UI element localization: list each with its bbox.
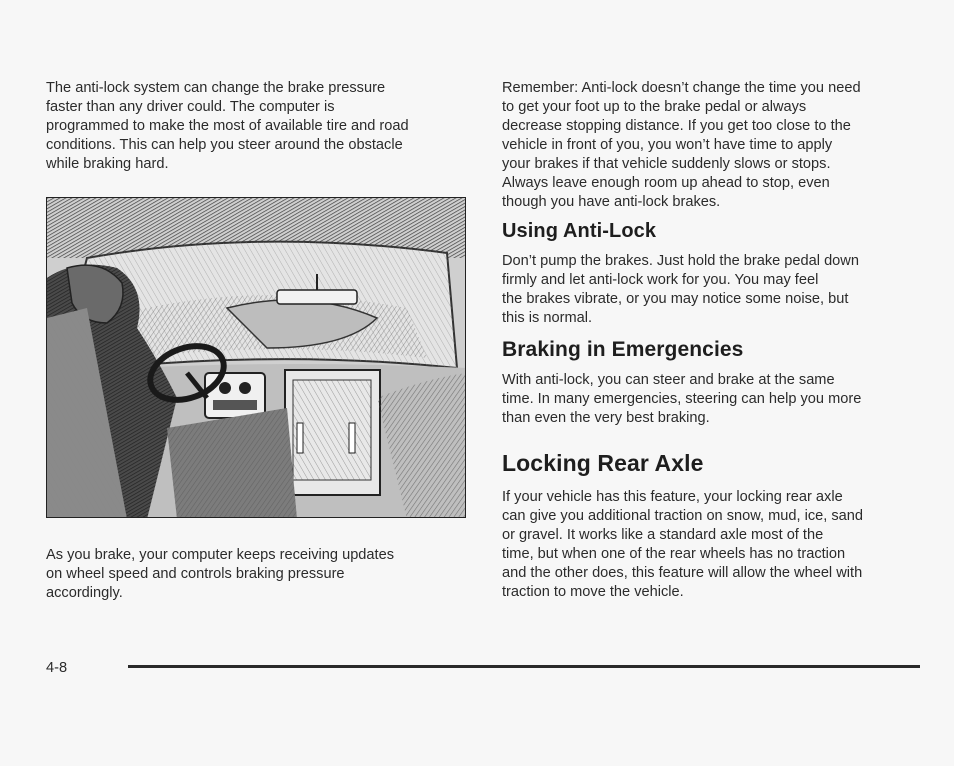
left-bottom-text xyxy=(46,546,476,603)
remember-paragraph: Remember: Anti-lock doesn’t change the time you need to get your foot up to the brake pedal or always decrease stopping distance. If you get too close to the vehicle in front of you, you won’t have time to apply your brakes if that vehicle suddenly slows or stops. Always leave enough room up ahead to stop, even though you have anti-lock brakes. xyxy=(502,80,861,210)
footer-rule xyxy=(128,665,920,668)
illustration-svg xyxy=(47,198,466,518)
right-column xyxy=(502,79,927,212)
after-image-paragraph: As you brake, your computer keeps receiving updates on wheel speed and controls braking pressure accordingly. xyxy=(46,547,395,601)
driver-braking-illustration xyxy=(46,197,466,518)
using-anti-lock-paragraph: Don’t pump the brakes. Just hold the brake pedal down firmly and let anti-lock work for you. You may feel the brakes vibrate, or you may notice some noise, but this is normal. xyxy=(502,253,859,326)
left-column xyxy=(46,79,476,174)
using-anti-lock-heading: Using Anti-Lock xyxy=(502,220,657,242)
locking-rear-axle-heading: Locking Rear Axle xyxy=(502,450,704,476)
page-number: 4-8 xyxy=(46,660,68,676)
locking-rear-axle-paragraph: If your vehicle has this feature, your locking rear axle can give you additional traction on snow, mud, ice, sand or gravel. It works like a standard axle most of the time, but when one of the rear wheels has no traction and the other does, this feature will allow the wheel with traction to move the vehicle. xyxy=(502,489,864,600)
braking-emergencies-paragraph: With anti-lock, you can steer and brake at the same time. In many emergencies, steering can help you more than even the very best braking. xyxy=(502,372,862,426)
braking-emergencies-heading: Braking in Emergencies xyxy=(502,338,744,361)
intro-paragraph: The anti-lock system can change the brake pressure faster than any driver could. The computer is programmed to make the most of available tire and road conditions. This can help you steer around the obstacle while braking hard. xyxy=(46,80,409,172)
